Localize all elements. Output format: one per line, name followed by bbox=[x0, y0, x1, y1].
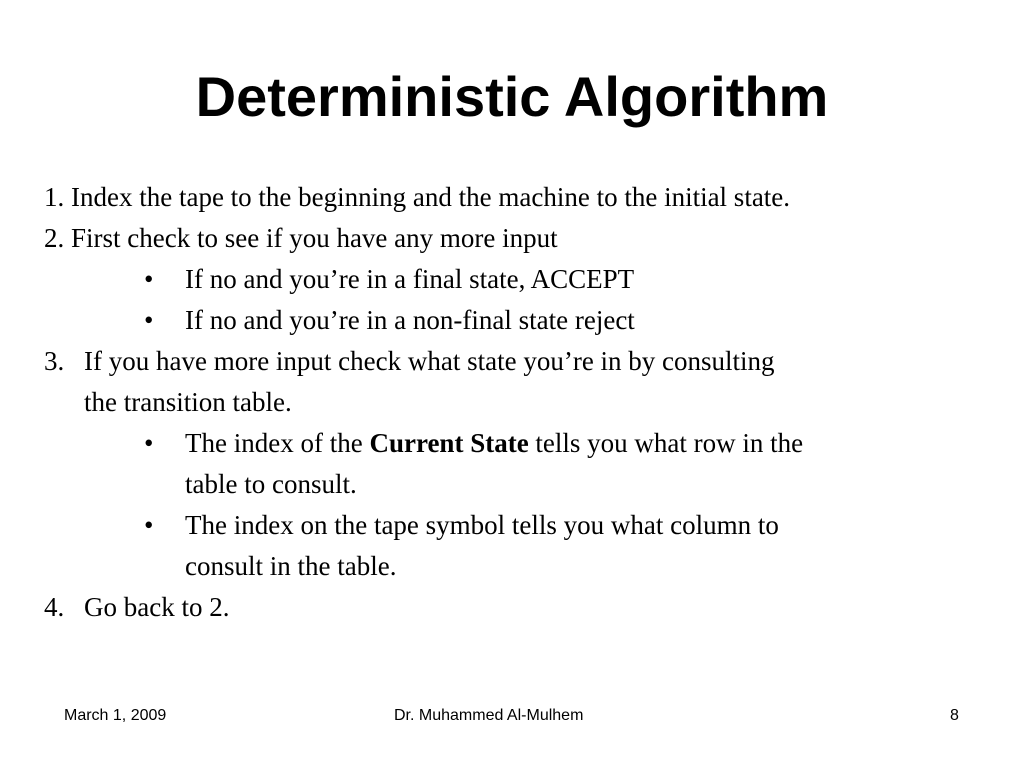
list-item-3-line-2: the transition table. bbox=[84, 387, 292, 417]
slide-title: Deterministic Algorithm bbox=[195, 65, 829, 128]
bullet-icon: • bbox=[144, 510, 154, 540]
sub-item-non-final-state: If no and you’re in a non-final state reject bbox=[185, 305, 635, 335]
sub-item-current-state-line-1 bbox=[185, 427, 803, 459]
bullet-icon: • bbox=[144, 428, 154, 458]
sub-item-final-state: If no and you’re in a final state, ACCEPT bbox=[185, 264, 635, 294]
list-item-4-text: Go back to 2. bbox=[84, 592, 230, 622]
list-item-4-number: 4. bbox=[44, 592, 65, 622]
list-item-3-number: 3. bbox=[44, 346, 65, 376]
current-state-emphasis: Current State bbox=[369, 428, 529, 458]
footer-date: March 1, 2009 bbox=[64, 707, 167, 724]
list-item-1: 1. Index the tape to the beginning and the machine to the initial state. bbox=[44, 182, 791, 212]
sub-item-tape-symbol-line-2: consult in the table. bbox=[185, 551, 397, 581]
footer-author: Dr. Muhammed Al-Mulhem bbox=[394, 707, 584, 724]
sub-item-current-state-line-2: table to consult. bbox=[185, 469, 357, 499]
list-item-3-line-1: If you have more input check what state you’re in by consulting bbox=[84, 346, 775, 376]
bullet-icon: • bbox=[144, 264, 154, 294]
sub-item-current-state-post: tells you what row in the bbox=[528, 428, 804, 458]
list-item-2: 2. First check to see if you have any more input bbox=[44, 223, 558, 253]
bullet-icon: • bbox=[144, 305, 154, 335]
sub-item-tape-symbol-line-1: The index on the tape symbol tells you what column to bbox=[185, 510, 779, 540]
footer-page-number: 8 bbox=[950, 707, 959, 724]
sub-item-current-state-pre: The index of the bbox=[185, 428, 370, 458]
